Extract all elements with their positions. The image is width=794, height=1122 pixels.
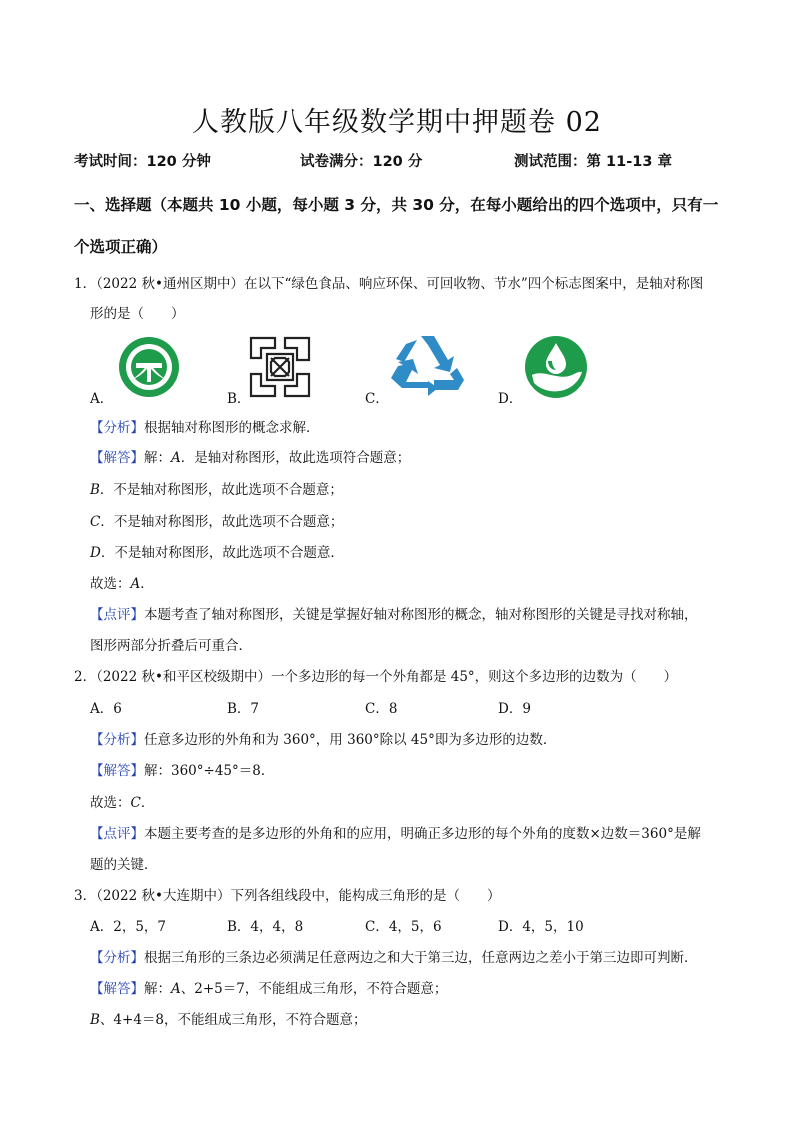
q2-option-d: D．9 — [498, 701, 531, 717]
q1-b-text: ．不是轴对称图形，故此选项不合题意； — [99, 482, 343, 498]
q3-answer-b — [90, 1008, 367, 1028]
q1-answer-prefix: 解： — [144, 450, 171, 466]
q3-option-b: B．4，4，8 — [227, 919, 304, 935]
page-title: 人教版八年级数学期中押题卷 02 — [192, 107, 602, 138]
q1-answer-b — [90, 478, 343, 498]
q2-choose-letter: C — [130, 795, 141, 811]
q1-answer-d — [90, 541, 344, 561]
q3-stem: 3．（2022 秋•大连期中）下列各组线段中，能构成三角形的是（ ） — [74, 888, 501, 904]
environmental-protection-icon — [247, 334, 313, 400]
q2-choose-prefix: 故选： — [90, 795, 131, 811]
full-score: 试卷满分：120 分 — [300, 154, 423, 170]
q2-comment-line2: 题的关键． — [90, 857, 158, 873]
q3-answer — [90, 977, 447, 997]
q1-c-letter: C — [90, 514, 101, 530]
recycle-icon — [388, 332, 466, 398]
q3-answer-a-letter: A — [171, 981, 181, 997]
q1-comment-line2: 图形两部分折叠后可重合． — [90, 638, 252, 654]
q1-stem-line1: 1．（2022 秋•通州区期中）在以下“绿色食品、响应环保、可回收物、节水”四个标志图案中，是轴对称图 — [74, 276, 704, 292]
analysis-tag: 【分析】 — [90, 420, 144, 436]
comment-tag: 【点评】 — [90, 607, 144, 623]
q3-b-letter: B — [90, 1012, 100, 1028]
q2-option-a: A．6 — [90, 701, 122, 717]
q2-choose — [90, 791, 154, 811]
green-food-icon — [116, 336, 182, 398]
q1-answer-a-text: ．是轴对称图形，故此选项符合题意； — [180, 450, 411, 466]
q1-option-c-label: C． — [365, 391, 389, 407]
q1-d-text: ．不是轴对称图形，故此选项不合题意． — [100, 545, 344, 561]
q3-answer-prefix: 解： — [144, 981, 171, 997]
analysis-tag: 【分析】 — [90, 950, 144, 966]
q1-comment — [90, 603, 698, 623]
q1-option-a-label: A． — [90, 391, 114, 407]
q1-answer — [90, 446, 410, 466]
q2-answer — [90, 759, 274, 779]
q2-answer-text: 解：360°÷45°＝8． — [144, 763, 275, 779]
q2-option-b: B．7 — [227, 701, 260, 717]
answer-tag: 【解答】 — [90, 981, 144, 997]
q3-analysis — [90, 946, 698, 966]
q2-choose-end: ． — [140, 795, 155, 811]
q2-stem: 2．（2022 秋•和平区校级期中）一个多边形的每一个外角都是 45°，则这个多边形的边数为（ ） — [74, 669, 678, 685]
section-heading-line2: 个选项正确） — [74, 238, 168, 256]
exam-time: 考试时间：120 分钟 — [74, 154, 211, 170]
q1-analysis — [90, 416, 320, 436]
q1-choose-end: ． — [140, 576, 154, 592]
comment-tag: 【点评】 — [90, 826, 144, 842]
q2-comment — [90, 822, 701, 842]
q3-analysis-text: 根据三角形的三条边必须满足任意两边之和大于第三边，任意两边之差小于第三边即可判断． — [144, 950, 698, 966]
q2-comment-line1: 本题主要考查的是多边形的外角和的应用，明确正多边形的每个外角的度数×边数＝360°是解 — [144, 826, 701, 842]
q1-choose — [90, 572, 154, 592]
answer-tag: 【解答】 — [90, 763, 144, 779]
q3-option-d: D．4，5，10 — [498, 919, 584, 935]
q1-answer-a-letter: A — [171, 450, 181, 466]
q3-answer-a-text: 、2+5＝7，不能组成三角形，不符合题意； — [180, 981, 448, 997]
q3-b-text: 、4+4＝8，不能组成三角形，不符合题意； — [99, 1012, 367, 1028]
q2-analysis-text: 任意多边形的外角和为 360°，用 360°除以 45°即为多边形的边数． — [144, 732, 557, 748]
q2-option-c: C．8 — [365, 701, 398, 717]
q1-option-b-label: B． — [227, 391, 251, 407]
water-saving-icon — [524, 335, 588, 399]
q1-analysis-text: 根据轴对称图形的概念求解． — [144, 420, 320, 436]
q1-option-d-label: D． — [498, 391, 523, 407]
q3-option-c: C．4，5，6 — [365, 919, 442, 935]
analysis-tag: 【分析】 — [90, 732, 144, 748]
q1-b-letter: B — [90, 482, 100, 498]
q1-choose-prefix: 故选： — [90, 576, 131, 592]
q1-stem-line2: 形的是（ ） — [90, 306, 185, 322]
q1-c-text: ．不是轴对称图形，故此选项不合题意； — [100, 514, 344, 530]
q1-answer-c — [90, 510, 343, 530]
q1-choose-letter: A — [130, 576, 141, 592]
section-heading-line1: 一、选择题（本题共 10 小题，每小题 3 分，共 30 分，在每小题给出的四个选项中，只有一 — [74, 196, 719, 214]
q1-d-letter: D — [90, 545, 101, 561]
test-range: 测试范围：第 11-13 章 — [514, 154, 672, 170]
q3-option-a: A．2，5，7 — [90, 919, 167, 935]
q2-analysis — [90, 728, 556, 748]
answer-tag: 【解答】 — [90, 450, 144, 466]
q1-comment-line1: 本题考查了轴对称图形，关键是掌握好轴对称图形的概念，轴对称图形的关键是寻找对称轴， — [144, 607, 698, 623]
